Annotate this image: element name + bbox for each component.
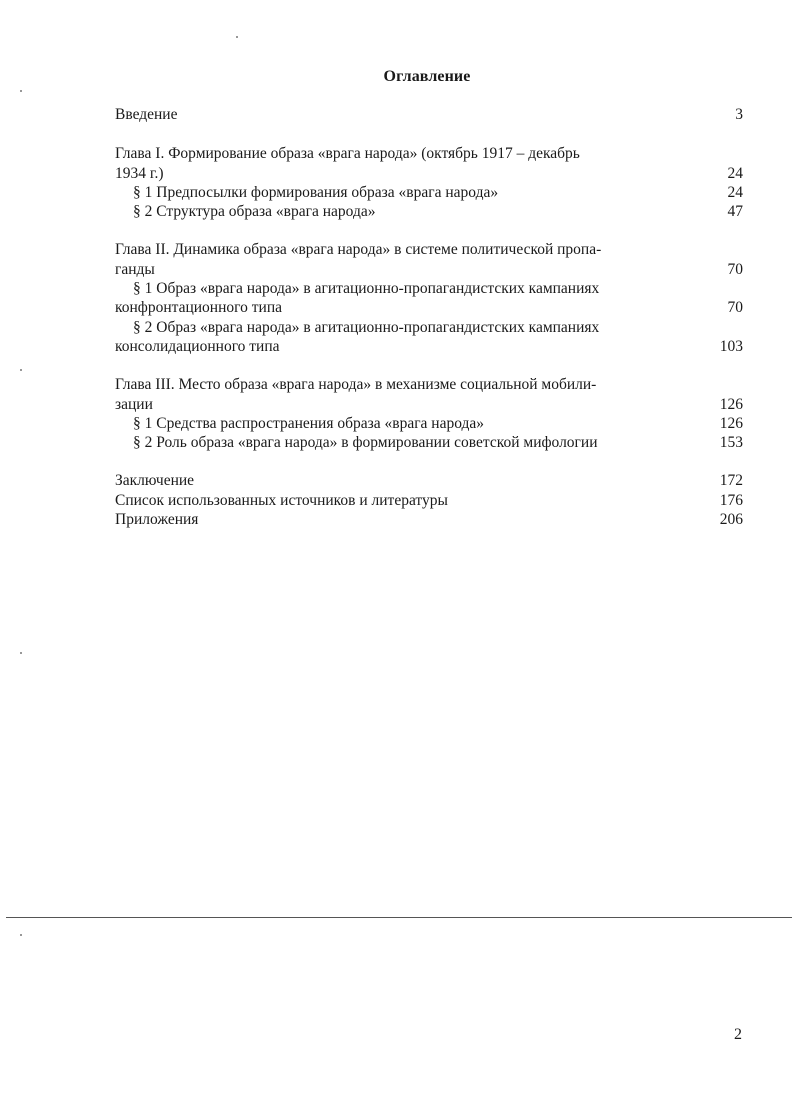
toc-entry-text: ганды [115,260,155,278]
toc-line [115,144,743,163]
toc-entry-bibliography [115,491,743,510]
toc-entry [115,105,743,124]
toc-entry-page: 70 [727,260,743,278]
horizontal-rule [6,917,792,918]
toc-entry-text: Заключение [115,472,195,490]
page-number: 2 [734,1026,742,1043]
toc-entry-text: Введение [115,106,178,123]
toc-entry-page: 24 [727,164,743,182]
toc-line [115,260,743,279]
table-of-contents [115,105,743,529]
scan-speck [20,90,22,92]
toc-entry-chapter-3 [115,375,743,414]
toc-entry-section [115,279,743,318]
toc-line [115,471,743,490]
toc-entry-page: 70 [727,299,743,317]
toc-line [115,375,743,394]
toc-line [115,414,743,433]
toc-entry-text: зации [115,395,153,413]
toc-line [115,510,743,529]
toc-line [115,202,743,221]
toc-entry-page: 47 [727,203,743,221]
scan-speck [20,934,22,936]
scan-speck [20,369,22,371]
toc-entry-text: § 2 Структура образа «врага народа» [133,203,376,221]
toc-line [115,337,743,356]
toc-title: Оглавление [383,68,471,85]
toc-entry-text: § 2 Образ «врага народа» в агитационно-пропагандистских кампаниях [133,318,600,336]
toc-entry-page: 3 [735,106,743,123]
toc-entry-text: Приложения [115,511,199,529]
toc-entry-conclusion [115,471,743,490]
toc-entry-text: 1934 г.) [115,164,164,182]
toc-entry-section [115,183,743,202]
scan-speck [236,36,238,38]
toc-entry-page: 206 [719,511,743,529]
toc-line [115,105,743,124]
toc-entry-chapter-2 [115,240,743,279]
toc-entry-page: 126 [719,395,743,413]
toc-entry-section [115,318,743,357]
toc-entry-section [115,202,743,221]
toc-entry-text: консолидационного типа [115,337,280,355]
scan-speck [20,652,22,654]
toc-entry-section [115,433,743,452]
toc-line [115,318,743,337]
toc-line [115,433,743,452]
toc-entry-text: § 2 Роль образа «врага народа» в формировании советской мифологии [133,434,598,452]
toc-entry-chapter-1 [115,144,743,183]
toc-entry-section [115,414,743,433]
toc-line [115,183,743,202]
toc-entry-text: § 1 Средства распространения образа «врага народа» [133,414,485,432]
toc-line [115,491,743,510]
toc-entry-text: Глава I. Формирование образа «врага народа» (октябрь 1917 – декабрь [115,145,580,163]
toc-line [115,395,743,414]
toc-entry-page: 153 [719,434,743,452]
toc-line [115,298,743,317]
toc-entry-page: 126 [719,414,743,432]
toc-entry-text: Глава II. Динамика образа «врага народа» в системе политической пропа- [115,241,602,259]
toc-entry-appendices [115,510,743,529]
toc-line [115,240,743,259]
toc-entry-text: конфронтационного типа [115,299,282,317]
toc-entry-page: 24 [727,183,743,201]
toc-entry-page: 172 [719,472,743,490]
toc-entry-page: 176 [719,491,743,509]
toc-line [115,279,743,298]
toc-entry-page: 103 [719,337,743,355]
toc-entry-text: § 1 Предпосылки формирования образа «врага народа» [133,183,499,201]
toc-line [115,164,743,183]
toc-entry-text: § 1 Образ «врага народа» в агитационно-пропагандистских кампаниях [133,280,600,298]
toc-entry-text: Список использованных источников и литературы [115,491,448,509]
toc-entry-text: Глава III. Место образа «врага народа» в механизме социальной мобили- [115,376,597,394]
